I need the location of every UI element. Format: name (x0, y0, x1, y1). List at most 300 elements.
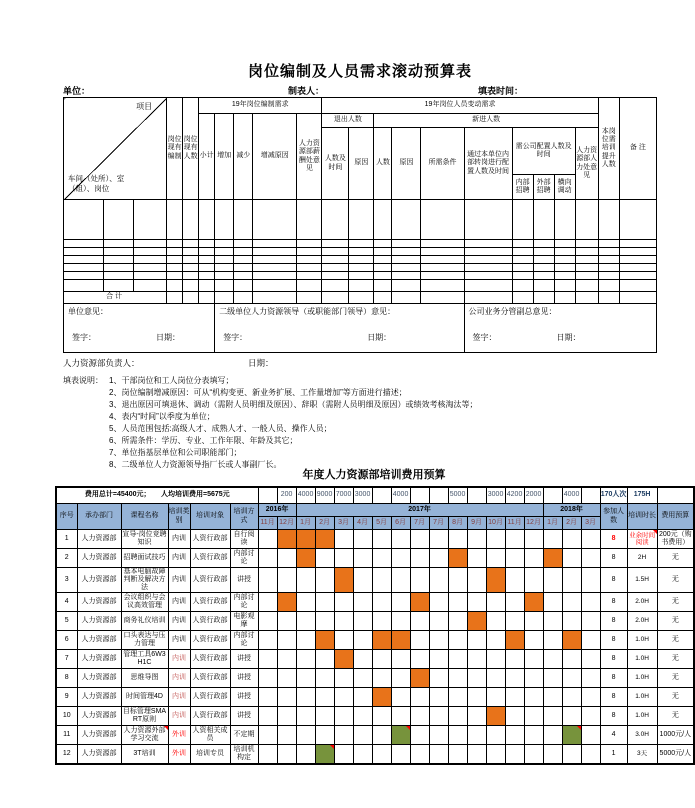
grid-cell[interactable] (297, 292, 322, 304)
grid-cell[interactable] (619, 248, 656, 256)
group-establishment-demand[interactable]: 19年岗位编制需求 (199, 98, 322, 114)
grid-cell[interactable] (619, 240, 656, 248)
month-cell[interactable] (505, 669, 524, 688)
participants-cell[interactable]: 8 (600, 568, 627, 593)
grid-cell[interactable] (374, 256, 392, 264)
month-total-cell[interactable] (429, 487, 448, 504)
month-cell[interactable] (467, 688, 486, 707)
vp-opinion-cell[interactable] (464, 304, 656, 353)
grid-cell[interactable] (234, 280, 253, 292)
col-new-count[interactable]: 人数 (374, 128, 392, 200)
cost-cell[interactable]: 5000元/人 (657, 745, 694, 764)
month-cell[interactable] (524, 568, 543, 593)
row-number-cell[interactable]: 4 (56, 593, 77, 612)
duration-cell[interactable]: 1.0H (627, 669, 657, 688)
month-cell[interactable] (258, 612, 277, 631)
month-cell[interactable] (543, 631, 562, 650)
column-header[interactable]: 培训方式 (230, 504, 258, 530)
month-cell[interactable] (334, 530, 353, 549)
grid-cell[interactable] (104, 248, 134, 256)
grid-cell[interactable] (134, 264, 167, 272)
month-cell[interactable] (543, 650, 562, 669)
month-cell[interactable] (486, 568, 505, 593)
cost-cell[interactable]: 无 (657, 707, 694, 726)
month-cell[interactable] (505, 568, 524, 593)
duration-cell[interactable]: 1.0H (627, 688, 657, 707)
training-target-cell[interactable]: 人资行政部 (190, 530, 230, 549)
grid-cell[interactable] (575, 264, 598, 272)
grid-cell[interactable] (512, 200, 533, 240)
grid-cell[interactable] (297, 256, 322, 264)
row-number-cell[interactable]: 11 (56, 726, 77, 745)
grid-cell[interactable] (167, 248, 183, 256)
grid-cell[interactable] (134, 272, 167, 280)
month-cell[interactable] (448, 568, 467, 593)
grid-cell[interactable] (199, 256, 215, 264)
grid-cell[interactable] (421, 248, 464, 256)
month-cell[interactable] (353, 650, 372, 669)
cost-cell[interactable]: 无 (657, 593, 694, 612)
grid-cell[interactable] (512, 272, 533, 280)
grid-cell[interactable] (215, 248, 234, 256)
month-cell[interactable] (448, 631, 467, 650)
grid-cell[interactable] (392, 200, 421, 240)
grid-cell[interactable] (374, 264, 392, 272)
grid-cell[interactable] (392, 240, 421, 248)
grid-cell[interactable] (349, 292, 374, 304)
grid-cell[interactable] (421, 272, 464, 280)
month-header[interactable]: 12月 (524, 517, 543, 530)
grid-cell[interactable] (598, 264, 619, 272)
grid-cell[interactable] (374, 248, 392, 256)
month-cell[interactable] (467, 669, 486, 688)
month-cell[interactable] (448, 612, 467, 631)
month-cell[interactable] (562, 530, 581, 549)
month-cell[interactable] (581, 669, 600, 688)
grid-cell[interactable] (253, 292, 297, 304)
month-cell[interactable] (429, 612, 448, 631)
training-type-cell[interactable]: 内训 (168, 650, 190, 669)
grid-cell[interactable] (392, 280, 421, 292)
month-cell[interactable] (391, 745, 410, 764)
month-cell[interactable] (334, 631, 353, 650)
grid-cell[interactable] (297, 240, 322, 248)
month-cell[interactable] (562, 745, 581, 764)
department-cell[interactable]: 人力资源部 (77, 631, 121, 650)
month-cell[interactable] (486, 745, 505, 764)
grid-cell[interactable] (234, 256, 253, 264)
month-cell[interactable] (581, 707, 600, 726)
month-cell[interactable] (448, 650, 467, 669)
grid-cell[interactable] (421, 200, 464, 240)
month-cell[interactable] (391, 707, 410, 726)
month-cell[interactable] (524, 745, 543, 764)
month-cell[interactable] (334, 669, 353, 688)
month-cell[interactable] (353, 688, 372, 707)
secondary-hr-opinion-cell[interactable] (215, 304, 464, 353)
grid-cell[interactable] (167, 240, 183, 248)
training-target-cell[interactable]: 人资行政部 (190, 549, 230, 568)
month-cell[interactable] (372, 726, 391, 745)
month-cell[interactable] (581, 726, 600, 745)
cost-cell[interactable]: 无 (657, 669, 694, 688)
grid-cell[interactable] (234, 292, 253, 304)
row-number-cell[interactable]: 2 (56, 549, 77, 568)
month-cell[interactable] (467, 726, 486, 745)
total-label-cell[interactable]: 合计 (64, 292, 167, 304)
grid-cell[interactable] (234, 248, 253, 256)
month-cell[interactable] (524, 669, 543, 688)
grid-cell[interactable] (215, 256, 234, 264)
month-cell[interactable] (296, 688, 315, 707)
grid-cell[interactable] (619, 280, 656, 292)
month-cell[interactable] (410, 568, 429, 593)
grid-cell[interactable] (598, 240, 619, 248)
grid-cell[interactable] (167, 256, 183, 264)
month-cell[interactable] (334, 726, 353, 745)
row-number-cell[interactable]: 7 (56, 650, 77, 669)
month-cell[interactable] (315, 530, 334, 549)
training-method-cell[interactable]: 讲授 (230, 669, 258, 688)
grid-cell[interactable] (234, 272, 253, 280)
month-total-cell[interactable]: 3000 (353, 487, 372, 504)
training-target-cell[interactable]: 培训专员 (190, 745, 230, 764)
cost-cell[interactable]: 无 (657, 612, 694, 631)
month-cell[interactable] (410, 612, 429, 631)
month-cell[interactable] (277, 593, 296, 612)
month-header[interactable]: 2月 (562, 517, 581, 530)
row-number-cell[interactable]: 5 (56, 612, 77, 631)
grid-cell[interactable] (183, 248, 199, 256)
month-total-cell[interactable]: 4200 (505, 487, 524, 504)
month-cell[interactable] (353, 593, 372, 612)
training-type-cell[interactable]: 外训 (168, 745, 190, 764)
column-header[interactable]: 课程名称 (121, 504, 168, 530)
col-existing-establishment[interactable]: 岗位现有编制 (167, 98, 183, 200)
month-cell[interactable] (505, 745, 524, 764)
col-change-reason[interactable]: 增减原因 (253, 114, 297, 200)
month-cell[interactable] (315, 549, 334, 568)
training-method-cell[interactable]: 自行阅读 (230, 530, 258, 549)
month-cell[interactable] (277, 568, 296, 593)
grid-cell[interactable] (421, 264, 464, 272)
duration-cell[interactable]: 3天 (627, 745, 657, 764)
grid-cell[interactable] (134, 248, 167, 256)
month-header[interactable]: 9月 (467, 517, 486, 530)
month-cell[interactable] (467, 530, 486, 549)
month-cell[interactable] (543, 688, 562, 707)
row-number-cell[interactable]: 12 (56, 745, 77, 764)
grid-cell[interactable] (183, 256, 199, 264)
month-cell[interactable] (505, 726, 524, 745)
month-cell[interactable] (429, 669, 448, 688)
grid-cell[interactable] (512, 248, 533, 256)
grid-cell[interactable] (533, 292, 554, 304)
grid-cell[interactable] (464, 292, 512, 304)
month-cell[interactable] (410, 650, 429, 669)
month-cell[interactable] (296, 669, 315, 688)
col-internal-recruit[interactable]: 内部招聘 (512, 175, 533, 200)
month-cell[interactable] (486, 650, 505, 669)
year-header[interactable]: 2018年 (543, 504, 600, 517)
grid-cell[interactable] (253, 256, 297, 264)
month-cell[interactable] (467, 650, 486, 669)
grid-cell[interactable] (104, 264, 134, 272)
month-cell[interactable] (296, 530, 315, 549)
grid-cell[interactable] (322, 256, 349, 264)
grid-cell[interactable] (167, 264, 183, 272)
grid-cell[interactable] (253, 240, 297, 248)
month-cell[interactable] (277, 530, 296, 549)
grid-cell[interactable] (64, 272, 104, 280)
month-cell[interactable] (372, 707, 391, 726)
grid-cell[interactable] (575, 248, 598, 256)
month-cell[interactable] (258, 726, 277, 745)
month-cell[interactable] (391, 593, 410, 612)
training-type-cell[interactable]: 内训 (168, 568, 190, 593)
grid-cell[interactable] (464, 272, 512, 280)
department-cell[interactable]: 人力资源部 (77, 650, 121, 669)
grid-cell[interactable] (464, 264, 512, 272)
training-method-cell[interactable]: 讲授 (230, 650, 258, 669)
col-required-conditions[interactable]: 所需条件 (421, 128, 464, 200)
month-cell[interactable] (372, 568, 391, 593)
grid-cell[interactable] (374, 240, 392, 248)
participants-cell[interactable]: 8 (600, 707, 627, 726)
col-increase[interactable]: 增加 (215, 114, 234, 200)
month-cell[interactable] (581, 530, 600, 549)
month-header[interactable]: 7月 (410, 517, 429, 530)
course-name-cell[interactable]: 时间管理4D (121, 688, 168, 707)
course-name-cell[interactable]: 3T培训 (121, 745, 168, 764)
month-cell[interactable] (429, 631, 448, 650)
training-type-cell[interactable]: 内训 (168, 631, 190, 650)
grid-cell[interactable] (215, 292, 234, 304)
grid-cell[interactable] (392, 272, 421, 280)
grid-cell[interactable] (253, 248, 297, 256)
training-method-cell[interactable]: 培训机构定 (230, 745, 258, 764)
grid-cell[interactable] (349, 200, 374, 240)
grid-cell[interactable] (575, 240, 598, 248)
cost-cell[interactable]: 无 (657, 549, 694, 568)
participants-cell[interactable]: 8 (600, 612, 627, 631)
month-cell[interactable] (562, 726, 581, 745)
grid-cell[interactable] (322, 292, 349, 304)
month-cell[interactable] (486, 549, 505, 568)
month-cell[interactable] (429, 568, 448, 593)
department-cell[interactable]: 人力资源部 (77, 530, 121, 549)
participants-cell[interactable]: 4 (600, 726, 627, 745)
month-cell[interactable] (391, 568, 410, 593)
month-total-cell[interactable]: 4000 (391, 487, 410, 504)
month-cell[interactable] (391, 549, 410, 568)
grid-cell[interactable] (297, 264, 322, 272)
group-company-allocation[interactable]: 需公司配置人数及时间 (512, 128, 575, 175)
month-cell[interactable] (505, 650, 524, 669)
month-cell[interactable] (543, 707, 562, 726)
month-cell[interactable] (391, 726, 410, 745)
grid-cell[interactable] (297, 200, 322, 240)
grid-cell[interactable] (512, 280, 533, 292)
month-cell[interactable] (467, 549, 486, 568)
course-name-cell[interactable]: 思维导图 (121, 669, 168, 688)
month-total-cell[interactable]: 200 (277, 487, 296, 504)
month-cell[interactable] (486, 688, 505, 707)
training-type-cell[interactable]: 内训 (168, 707, 190, 726)
month-header[interactable]: 10月 (486, 517, 505, 530)
grid-cell[interactable] (134, 256, 167, 264)
month-total-cell[interactable]: 4000 (296, 487, 315, 504)
month-cell[interactable] (505, 593, 524, 612)
grid-cell[interactable] (421, 280, 464, 292)
grid-cell[interactable] (464, 256, 512, 264)
month-cell[interactable] (258, 631, 277, 650)
cost-cell[interactable]: 无 (657, 650, 694, 669)
training-target-cell[interactable]: 人资行政部 (190, 688, 230, 707)
month-header[interactable]: 1月 (543, 517, 562, 530)
duration-cell[interactable]: 2.0H (627, 593, 657, 612)
col-training-needed[interactable]: 本岗位需培训提升人数 (598, 98, 619, 200)
grid-cell[interactable] (598, 256, 619, 264)
training-target-cell[interactable]: 人资行政部 (190, 650, 230, 669)
month-cell[interactable] (543, 612, 562, 631)
month-cell[interactable] (315, 593, 334, 612)
grid-cell[interactable] (533, 248, 554, 256)
grid-cell[interactable] (349, 280, 374, 292)
course-name-cell[interactable]: 基本电脑故障判断及解决方法 (121, 568, 168, 593)
month-cell[interactable] (258, 669, 277, 688)
grid-cell[interactable] (134, 280, 167, 292)
grid-cell[interactable] (199, 240, 215, 248)
month-cell[interactable] (277, 726, 296, 745)
month-cell[interactable] (524, 688, 543, 707)
training-target-cell[interactable]: 人资行政部 (190, 631, 230, 650)
duration-cell[interactable]: 3.0H (627, 726, 657, 745)
month-header[interactable]: 6月 (391, 517, 410, 530)
grid-cell[interactable] (392, 256, 421, 264)
grid-cell[interactable] (533, 256, 554, 264)
grid-cell[interactable] (512, 264, 533, 272)
month-cell[interactable] (296, 745, 315, 764)
col-exit-count-time[interactable]: 人数及时间 (322, 128, 349, 200)
month-cell[interactable] (429, 688, 448, 707)
month-cell[interactable] (581, 549, 600, 568)
month-cell[interactable] (524, 650, 543, 669)
grid-cell[interactable] (215, 264, 234, 272)
month-cell[interactable] (543, 549, 562, 568)
month-cell[interactable] (353, 568, 372, 593)
grid-cell[interactable] (554, 248, 575, 256)
grid-cell[interactable] (183, 264, 199, 272)
month-cell[interactable] (296, 568, 315, 593)
training-target-cell[interactable]: 人资行政部 (190, 593, 230, 612)
grid-cell[interactable] (554, 280, 575, 292)
month-cell[interactable] (429, 593, 448, 612)
month-cell[interactable] (334, 593, 353, 612)
grid-cell[interactable] (183, 200, 199, 240)
grid-cell[interactable] (64, 240, 104, 248)
month-cell[interactable] (410, 593, 429, 612)
month-header[interactable]: 11月 (258, 517, 277, 530)
month-total-cell[interactable]: 9000 (315, 487, 334, 504)
month-cell[interactable] (448, 549, 467, 568)
month-cell[interactable] (505, 688, 524, 707)
month-total-cell[interactable] (372, 487, 391, 504)
training-type-cell[interactable]: 内训 (168, 688, 190, 707)
grid-cell[interactable] (215, 272, 234, 280)
row-number-cell[interactable]: 10 (56, 707, 77, 726)
grid-cell[interactable] (64, 256, 104, 264)
grid-cell[interactable] (199, 248, 215, 256)
month-header[interactable]: 8月 (448, 517, 467, 530)
grid-cell[interactable] (104, 240, 134, 248)
grid-cell[interactable] (533, 272, 554, 280)
month-cell[interactable] (562, 568, 581, 593)
grid-cell[interactable] (619, 272, 656, 280)
grid-cell[interactable] (554, 272, 575, 280)
group-personnel-change-demand[interactable]: 19年岗位人员变动需求 (322, 98, 598, 114)
month-header[interactable]: 1月 (296, 517, 315, 530)
grid-cell[interactable] (134, 240, 167, 248)
column-header[interactable]: 参加人数 (600, 504, 627, 530)
diagonal-header-cell[interactable] (64, 98, 167, 200)
grid-cell[interactable] (533, 240, 554, 248)
grid-cell[interactable] (392, 264, 421, 272)
month-cell[interactable] (334, 707, 353, 726)
month-cell[interactable] (467, 612, 486, 631)
month-cell[interactable] (315, 612, 334, 631)
month-cell[interactable] (372, 688, 391, 707)
grid-cell[interactable] (104, 256, 134, 264)
month-cell[interactable] (410, 631, 429, 650)
grid-cell[interactable] (533, 264, 554, 272)
grid-cell[interactable] (598, 292, 619, 304)
month-cell[interactable] (448, 530, 467, 549)
month-header[interactable]: 4月 (353, 517, 372, 530)
month-cell[interactable] (315, 631, 334, 650)
month-total-cell[interactable] (410, 487, 429, 504)
month-cell[interactable] (562, 707, 581, 726)
month-cell[interactable] (410, 549, 429, 568)
training-method-cell[interactable]: 不定期 (230, 726, 258, 745)
training-method-cell[interactable]: 讲授 (230, 688, 258, 707)
month-cell[interactable] (410, 745, 429, 764)
grid-cell[interactable] (234, 240, 253, 248)
course-name-cell[interactable]: 招聘面试技巧 (121, 549, 168, 568)
duration-cell[interactable]: 2H (627, 549, 657, 568)
grid-cell[interactable] (512, 256, 533, 264)
grid-cell[interactable] (322, 272, 349, 280)
grid-cell[interactable] (199, 264, 215, 272)
month-cell[interactable] (296, 650, 315, 669)
grid-cell[interactable] (199, 272, 215, 280)
course-name-cell[interactable]: 会议组织与会议高效管理 (121, 593, 168, 612)
month-cell[interactable] (353, 726, 372, 745)
department-cell[interactable]: 人力资源部 (77, 707, 121, 726)
month-header[interactable]: 12月 (277, 517, 296, 530)
grid-cell[interactable] (234, 200, 253, 240)
grid-cell[interactable] (533, 200, 554, 240)
grid-cell[interactable] (619, 256, 656, 264)
month-cell[interactable] (562, 612, 581, 631)
row-number-cell[interactable]: 6 (56, 631, 77, 650)
grid-cell[interactable] (421, 240, 464, 248)
month-cell[interactable] (258, 745, 277, 764)
grid-cell[interactable] (421, 292, 464, 304)
month-cell[interactable] (524, 549, 543, 568)
month-header[interactable]: 11月 (505, 517, 524, 530)
training-method-cell[interactable]: 内部讨论 (230, 631, 258, 650)
